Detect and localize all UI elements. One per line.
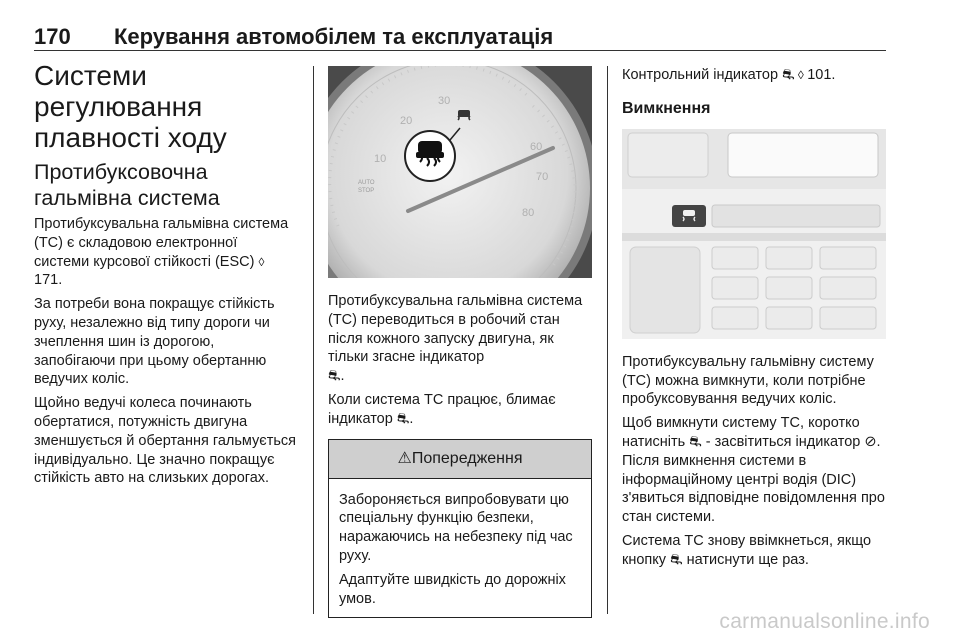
paragraph-text: Щоб вимкнути систему TC, коротко натисніть (622, 415, 860, 450)
speedometer-illustration (328, 66, 592, 278)
console-button[interactable] (820, 277, 876, 299)
warning-header (329, 440, 591, 479)
paragraph-text: Контрольний індикатор (622, 67, 783, 83)
gauge-label-20: 20 (400, 115, 413, 127)
paragraph-wheels: Щойно ведучі колеса починають обертатися, потужність двигуна зменшується й обертання гальмується індивідуально. Це значно покращує стійкість авто на слизьких дорогах. (34, 395, 297, 487)
console-svg (622, 129, 886, 339)
column-divider-1 (313, 66, 314, 614)
paragraph-text: - засвітиться індикатор (701, 433, 865, 450)
paragraph-reenable (622, 532, 886, 570)
warning-text-1: Забороняється випробовувати цю спеціальну функцію безпеки, наражаючись на небезпеку під час руху. (339, 491, 573, 564)
console-button[interactable] (712, 277, 758, 299)
console-button[interactable] (766, 247, 812, 269)
page-number: 170 (34, 24, 71, 49)
gauge-label-10: 10 (374, 153, 387, 165)
gauge-label-60: 60 (530, 141, 543, 153)
paragraph-how-disable (622, 414, 886, 527)
tc-icon: ⛐ (689, 433, 702, 450)
console-button[interactable] (820, 307, 876, 329)
section-heading: Системи регулювання плавності ходу (34, 60, 227, 153)
console-button[interactable] (766, 277, 812, 299)
page-ref[interactable]: 171. (34, 272, 63, 289)
paragraph-text: . Після вимкнення системи в інформаційному центрі водія (DIC) з'явиться відповідне повідомлення про стан системи. (622, 433, 885, 526)
subsection-heading: Протибуксовочна гальмівна система (34, 160, 220, 210)
page-ref-arrow-icon: ◊ (258, 254, 265, 269)
gauge-label-70: 70 (536, 171, 549, 183)
warning-body (329, 479, 591, 618)
paragraph-activation (328, 292, 592, 386)
paragraph-text: Протибуксувальна гальмівна система (TC) переводиться в робочий стан після кожного запуску двигуна, як тільки згасне індикатор (328, 293, 583, 366)
speedometer-svg (328, 66, 592, 278)
paragraph-text: Протибуксувальна гальмівна система (TC) є складовою електронної системи курсової стійкості (ESC) (34, 216, 289, 270)
tc-off-icon: ⊘ (864, 433, 877, 450)
paragraph-intro (34, 215, 296, 290)
gauge-label-30: 30 (438, 95, 451, 107)
console-button[interactable] (712, 307, 758, 329)
column-divider-2 (607, 66, 608, 614)
paragraph-indicator-ref (622, 66, 886, 85)
paragraph-text-end: . (409, 410, 414, 427)
column-middle (328, 60, 592, 618)
paragraph-text: Система TC знову ввімкнеться, якщо кнопку (622, 532, 872, 568)
paragraph-disable: Протибуксувальну гальмівну систему (TC) можна вимкнути, коли потрібне пробуксовування ведучих коліс. (622, 353, 874, 408)
paragraph-text-end: . (340, 368, 345, 385)
column-left (34, 60, 296, 493)
console-button[interactable] (766, 307, 812, 329)
tc-icon: ⛐ (670, 551, 683, 568)
tc-icon: ⛐ (396, 410, 410, 427)
warning-icon: ⚠ (397, 449, 412, 467)
header-divider (34, 50, 886, 51)
gauge-label-stop: STOP (358, 188, 375, 194)
page-ref-arrow-icon: ◊ (794, 68, 808, 82)
console-button[interactable] (712, 247, 758, 269)
page-ref[interactable]: 101. (807, 67, 836, 83)
warning-box (328, 439, 592, 619)
paragraph-stability: За потреби вона покращує стійкість руху, незалежно від типу дороги чи зчеплення шин із дорогою, запобігаючи при цьому обертанню ведучих коліс. (34, 296, 275, 388)
paragraph-blinking (328, 391, 592, 429)
gauge-label-auto: AUTO (358, 180, 375, 186)
subsection-heading-off: Вимкнення (622, 99, 711, 117)
paragraph-text: Коли система TC працює, блимає індикатор (328, 391, 556, 427)
paragraph-text: натиснути ще раз. (682, 551, 809, 568)
watermark: carmanualsonline.info (719, 610, 930, 633)
warning-text-2: Адаптуйте швидкість до дорожніх умов. (339, 571, 566, 607)
console-buttons-illustration (622, 129, 886, 339)
gauge-label-80: 80 (522, 207, 535, 219)
console-button[interactable] (820, 247, 876, 269)
page-title: Керування автомобілем та експлуатація (114, 24, 554, 49)
column-right (622, 60, 886, 575)
warning-title: Попередження (411, 449, 523, 467)
tc-icon: ⛐ (782, 67, 795, 83)
tc-icon: ⛐ (328, 368, 341, 385)
